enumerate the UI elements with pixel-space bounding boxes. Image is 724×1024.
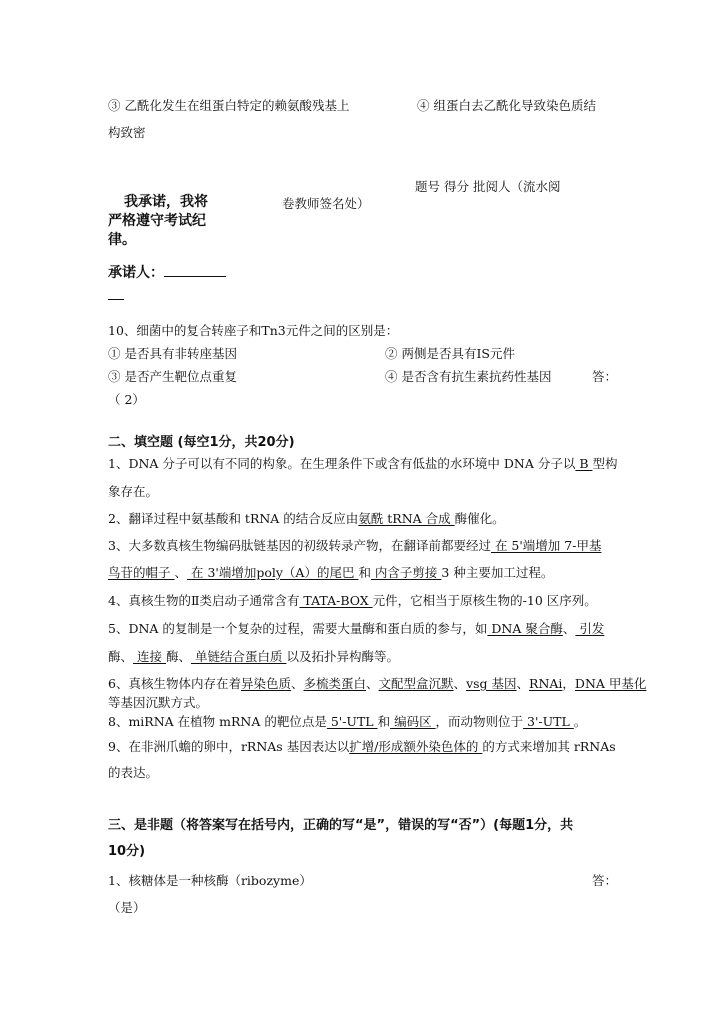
fill-q6-line1: 6、真核生物体内存在着异染色质、多梳类蛋白、文配型盒沉默、vsg 基因、RNAi，DNA 甲基化: [108, 676, 647, 691]
judge-q1-answer: （是）: [108, 900, 146, 915]
q10-option-3: ③ 是否产生靶位点重复: [108, 369, 237, 384]
fill-q8-blank-2: 编码区: [390, 714, 436, 729]
section-2-title: 二、填空题 (每空1分，共20分): [108, 435, 295, 450]
fill-q6-line2: 等基因沉默方式。: [108, 695, 209, 710]
fill-q3-blank-1: 在 5'端增加 7-甲基: [490, 538, 602, 553]
fill-q8-blank-3: 3'-UTL: [523, 714, 574, 729]
fill-q1-line1: 1、DNA 分子可以有不同的构象。在生理条件下或含有低盐的水环境中 DNA 分子以 B 型构: [108, 456, 618, 471]
fill-q4: 4、真核生物的Ⅱ类启动子通常含有 TATA-BOX 元件，它相当于原核生物的-10 区序列。: [108, 593, 597, 608]
fill-q6-blank-3: 文配型盒沉默: [378, 676, 454, 691]
fill-q3-blank-2: 在 3'端增加poly（A）的尾巴: [187, 565, 359, 580]
fill-q5-blank-2: 引发: [575, 621, 605, 636]
fill-q9-line2: 的表达。: [108, 765, 159, 780]
fill-q2: 2、翻译过程中氨基酸和 tRNA 的结合反应由氨酰 tRNA 合成 酶催化。: [108, 511, 505, 526]
fill-q1-line2: 象存在。: [108, 484, 159, 499]
q10-option-4: ④ 是否含有抗生素抗药性基因: [385, 369, 552, 384]
fill-q5-blank-3: 连接: [133, 649, 166, 664]
prev-option-4-continued: 构致密: [108, 125, 146, 140]
fill-q3-line2: 鸟苷的帽子 、 在 3'端增加poly（A）的尾巴 和 内含子剪接 3 种主要加工过程。: [108, 565, 554, 580]
judge-q1: 1、核糖体是一种核酶（ribozyme）: [108, 873, 312, 888]
q10-answer: （ 2）: [108, 392, 145, 407]
fill-q1-blank-1: B: [575, 456, 593, 471]
signature-line-tail: [108, 287, 124, 305]
q10-stem: 10、细菌中的复合转座子和Tn3元件之间的区别是：: [108, 323, 399, 338]
signature-line[interactable]: [164, 264, 226, 277]
fill-q8: 8、miRNA 在植物 mRNA 的靶位点是 5'-UTL 和 编码区 ，而动物则位于 3'-UTL 。: [108, 714, 587, 729]
q10-option-2: ② 两侧是否具有IS元件: [385, 346, 515, 361]
fill-q6-blank-5: RNAi: [529, 676, 563, 691]
score-table-header-continued: 卷教师签名处）: [282, 196, 370, 211]
fill-q9-line1: 9、在非洲爪蟾的卵中，rRNAs 基因表达以扩增/形成额外染色体的 的方式来增加其 rRNAs: [108, 739, 616, 754]
prev-option-4: ④ 组蛋白去乙酰化导致染色质结: [417, 98, 596, 113]
fill-q3-line1: 3、大多数真核生物编码肽链基因的初级转录产物，在翻译前都要经过 在 5'端增加 7-甲基: [108, 538, 602, 553]
fill-q8-blank-1: 5'-UTL: [326, 714, 378, 729]
signer-row: [108, 264, 226, 283]
q10-answer-label: 答：: [592, 369, 618, 384]
fill-q6-blank-1: 异染色质: [240, 676, 291, 691]
fill-q3-blank-1-cont: 鸟苷的帽子: [108, 565, 175, 580]
section-3-title-continued: 10分): [108, 844, 146, 859]
fill-q4-blank-1: TATA-BOX: [299, 593, 373, 608]
fill-q5-line2: 酶、 连接 酶、 单链结合蛋白质 以及拓扑异构酶等。: [108, 649, 399, 664]
fill-q6-blank-4: vsg 基因: [466, 676, 517, 691]
promise-line-3: 律。: [108, 232, 136, 248]
prev-option-3: ③ 乙酰化发生在组蛋白特定的赖氨酸残基上: [108, 98, 350, 113]
judge-q1-answer-label: 答：: [592, 873, 618, 888]
fill-q2-blank-1: 氨酰 tRNA 合成: [358, 511, 455, 526]
fill-q5-line1: 5、DNA 的复制是一个复杂的过程，需要大量酶和蛋白质的参与，如 DNA 聚合酶、 引发: [108, 621, 605, 636]
promise-line-2: 严格遵守考试纪: [108, 213, 206, 229]
score-table-header: 题号 得分 批阅人（流水阅: [415, 179, 561, 194]
fill-q5-blank-1: DNA 聚合酶: [487, 621, 563, 636]
promise-line-1: 我承诺，我将: [124, 194, 208, 210]
fill-q6-blank-2: 多梳类蛋白: [303, 676, 367, 691]
fill-q6-blank-6: DNA 甲基化: [574, 676, 647, 691]
signer-label: 承诺人：: [108, 265, 164, 281]
fill-q5-blank-4: 单链结合蛋白质: [190, 649, 287, 664]
fill-q3-blank-3: 内含子剪接: [370, 565, 442, 580]
section-3-title: 三、是非题（将答案写在括号内，正确的写“是”，错误的写“否”）(每题1分，共: [108, 818, 574, 833]
fill-q9-blank-1: 扩增/形成额外染色体的: [349, 739, 483, 754]
q10-option-1: ① 是否具有非转座基因: [108, 346, 237, 361]
